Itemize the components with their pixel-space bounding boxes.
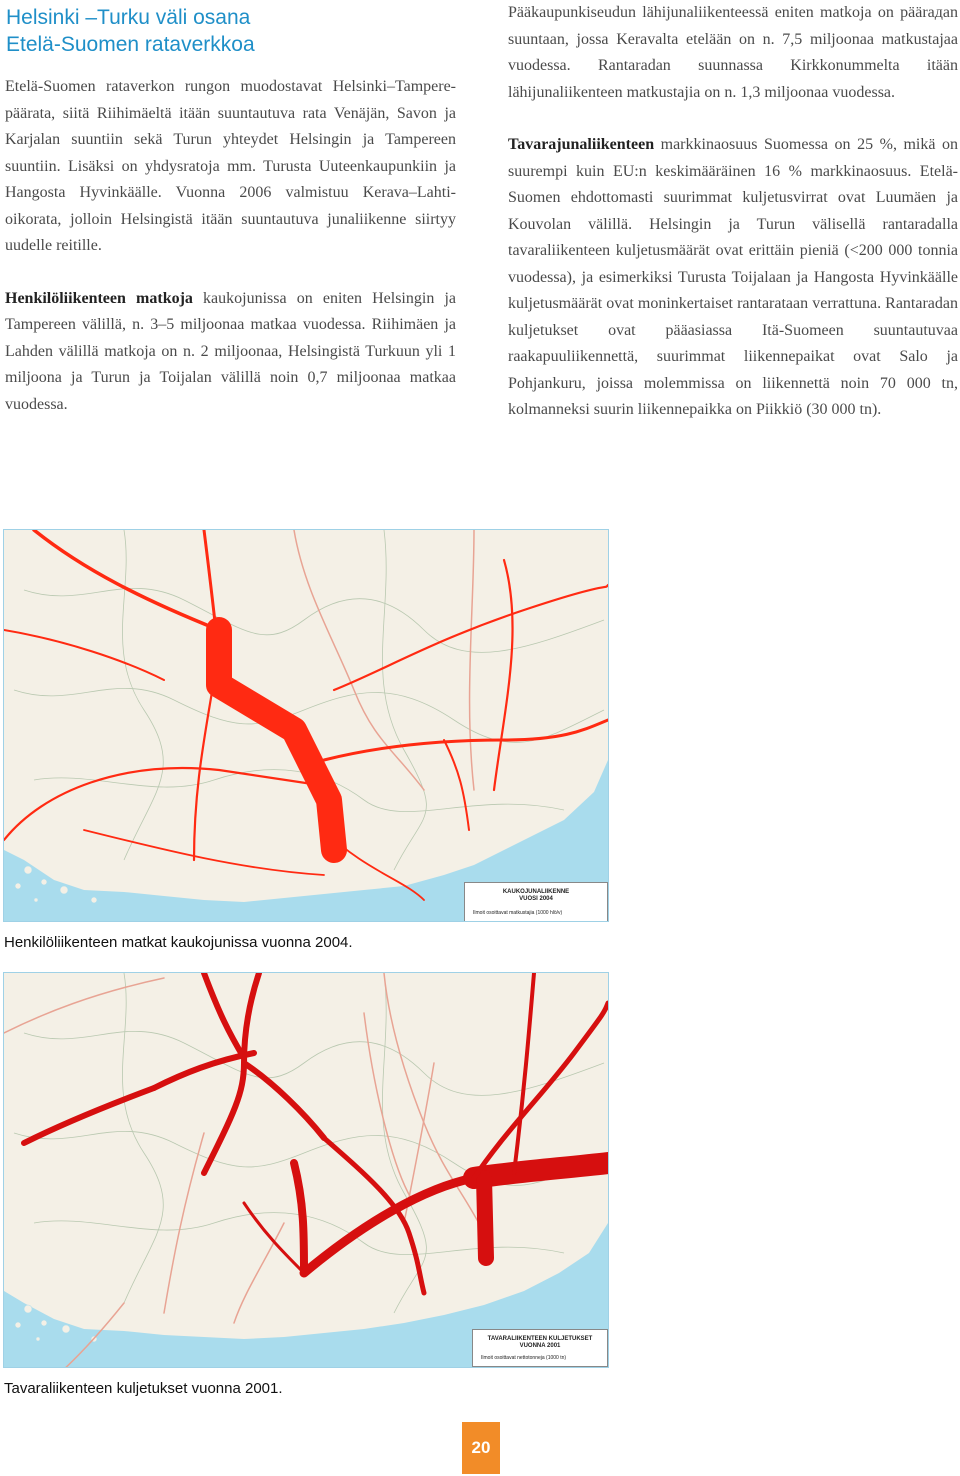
page-title bbox=[6, 4, 476, 58]
freight-lead: Tavarajunaliikenteen bbox=[508, 136, 655, 153]
passenger-map-drawing bbox=[4, 530, 608, 921]
land-area bbox=[4, 530, 608, 902]
intro-paragraph: Etelä-Suomen rataverkon rungon muodostavat Helsinki–Tampere-päärata, siitä Riihimäeltä itään suuntautuva rata Venäjän, Savon ja Karjalan suuntiin sekä Turun yhteydet Helsingin ja Tampereen suuntiin. Lisäksi on yhdysratoja mm. Turusta Uuteenkaupunkiin ja Hangosta Hyvinkäälle. Vuonna 2006 valmistuu Kerava–Lahti-oikorata, jolloin Helsingistä itään suuntautuva junaliikenne siirtyy uudelle reitille. bbox=[5, 78, 456, 254]
freight-traffic-map bbox=[3, 972, 609, 1368]
legend-title: TAVARALIIKENTEEN KULJETUKSET VUONNA 2001 bbox=[487, 1336, 593, 1349]
freight-text: markkinaosuus Suomessa on 25 %, mikä on suurempi kuin EU:n keskimääräinen 16 % markkinaosuus. Etelä-Suomen ehdottomasti suurimmat kuljetusvirrat ovat Luumäen ja Kouvolan välillä. Helsingin ja Turun välisellä rantaradalla tavaraliikenteen kuljetusmäärät ovat erittäin pieniä (<200 000 tonnia vuodessa), ja esimerkiksi Turusta Toijalaan ja Hangosta Hyvinkäälle kuljetusmäärät ovat moninkertaiset rantarataan verrattuna. Rantaradan kuljetukset ovat pääasiassa Itä-Suomeen suuntautuvaa raakapuuliikennettä, suurimmat liikennepaikat ovat Salo ja Pohjankuru, joissa molemmissa on liikennettä noin 70 000 tn, kolmanneksi suurin liikennepaikka on Piikkiö (30 000 tn). bbox=[508, 136, 958, 418]
legend-note: Ilmoit osoittavat nettotonneja (1000 tn) bbox=[481, 1355, 567, 1361]
legend-title: KAUKOJUNALIIKENNE VUOSI 2004 bbox=[502, 889, 570, 902]
page-number: 20 bbox=[462, 1422, 500, 1474]
freight-map-drawing bbox=[4, 973, 608, 1367]
left-column bbox=[5, 74, 456, 418]
passenger-traffic-map bbox=[3, 529, 609, 922]
passenger-paragraph bbox=[5, 286, 456, 419]
right-column bbox=[508, 0, 958, 424]
passenger-text: kaukojunissa on eniten Helsingin ja Tampereen välillä, n. 3–5 miljoonaa matkaa vuodessa. Riihimäen ja Lahden välillä matkoja on n. 2 miljoonaa, Helsingistä Turkuun yli 1 miljoona ja Turun ja Toijalan välillä noin 0,7 miljoonaa matkaa vuodessa. bbox=[5, 289, 457, 413]
passenger-map-caption: Henkilöliikenteen matkat kaukojunissa vuonna 2004. bbox=[4, 934, 353, 951]
freight-map-legend bbox=[472, 1329, 608, 1367]
commuter-paragraph: Pääkaupunkiseudun lähijunaliikenteessä eniten matkoja on päärадan suuntaan, jossa Keravalta etelään on n. 7,5 miljoonaa matkustajaa vuodessa. Rantaradan suunnassa Kirkkonummelta itään lähijunaliikenteen matkustajia on n. 1,3 miljoonaa vuodessa. bbox=[508, 4, 958, 101]
legend-note: Ilmoit osoittavat matkustajia (1000 hlö/v) bbox=[473, 910, 563, 916]
freight-paragraph bbox=[508, 132, 958, 424]
title-line-2: Etelä-Suomen rataverkkoa bbox=[6, 33, 255, 56]
passenger-lead: Henkilöliikenteen matkoja bbox=[5, 289, 193, 307]
title-line-1: Helsinki –Turku väli osana bbox=[6, 6, 251, 29]
freight-map-caption: Tavaraliikenteen kuljetukset vuonna 2001. bbox=[4, 1380, 283, 1397]
passenger-map-legend bbox=[464, 882, 608, 922]
